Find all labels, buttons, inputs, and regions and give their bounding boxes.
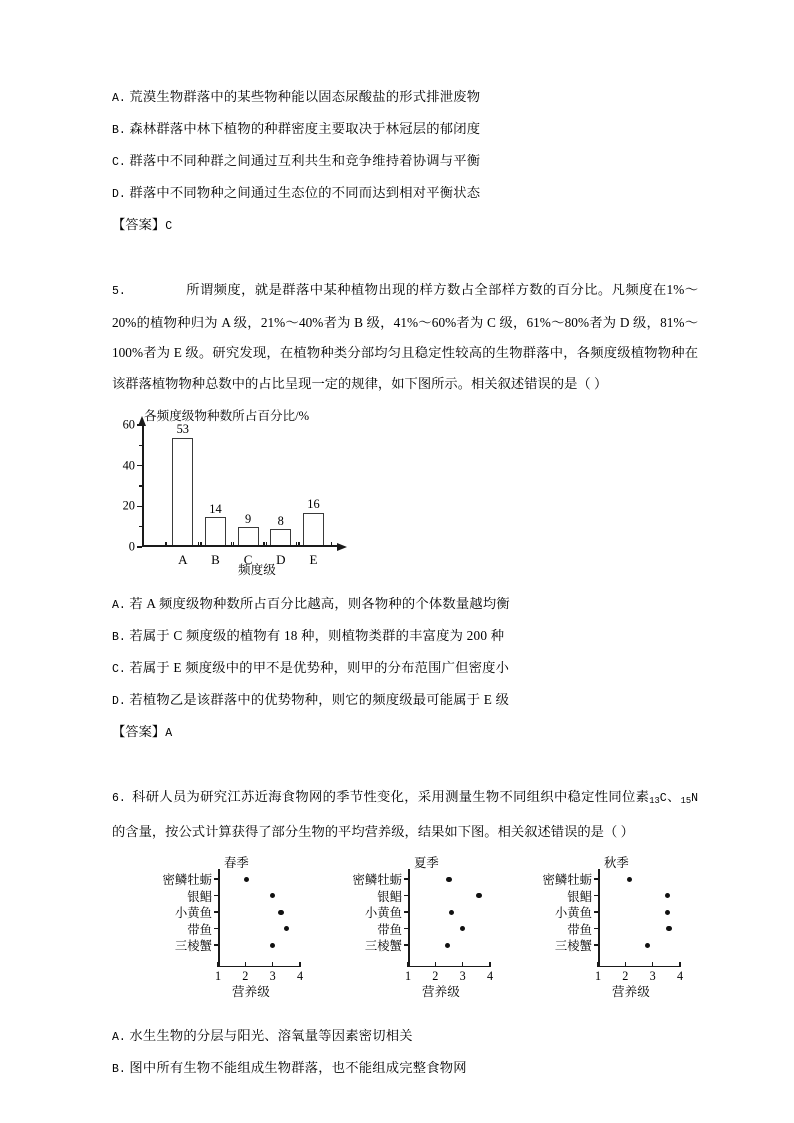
frequency-class-bar-chart: [116, 407, 376, 575]
y-axis-tick: [404, 944, 409, 945]
x-axis-tick: [679, 962, 680, 967]
x-axis-tick-label: 4: [676, 969, 684, 984]
y-axis-tick: [594, 895, 599, 896]
x-axis-tick-label: 1: [214, 969, 222, 984]
bar-value-label: 16: [307, 497, 320, 512]
x-axis-tick-label: 3: [269, 969, 276, 984]
species-label: 密鳞牡蛎: [542, 873, 592, 888]
answer-value: C: [165, 220, 173, 233]
bar-value-label: 8: [277, 513, 284, 528]
data-point: [270, 893, 275, 898]
option-text: 群落中不同种群之间通过互利共生和竞争维持着协调与平衡: [129, 153, 481, 168]
species-label: 三棱蟹: [364, 939, 402, 954]
season-title: 秋季: [604, 856, 629, 871]
section-spacer: [112, 242, 698, 275]
y-axis-tick: [404, 928, 409, 929]
data-point: [460, 926, 465, 931]
species-label: 密鳞牡蛎: [352, 873, 402, 888]
x-axis: [598, 966, 680, 968]
data-point: [449, 910, 454, 915]
y-axis-tick: [214, 944, 219, 945]
y-axis-tick: [594, 911, 599, 912]
question6-options: [112, 1021, 698, 1085]
data-point: [284, 926, 289, 931]
x-axis-category-label: A: [178, 552, 188, 567]
option-text: 若植物乙是该群落中的优势物种，则它的频度级最可能属于 E 级: [129, 692, 510, 707]
x-axis-tick: [272, 962, 273, 967]
data-point: [446, 877, 451, 882]
y-axis-tick-label: 40: [122, 458, 135, 473]
question5-number: 5.: [112, 285, 126, 298]
x-axis-tick: [489, 962, 490, 967]
question6-number: 6.: [112, 792, 126, 805]
data-point: [645, 943, 650, 948]
data-point: [627, 877, 632, 882]
isotope-2-mass: 15: [680, 796, 692, 807]
data-point: [665, 893, 670, 898]
x-axis-tick: [298, 542, 299, 547]
x-axis-tick: [462, 962, 463, 967]
bar-chart-title: 各频度级物种数所占百分比/%: [144, 409, 310, 423]
species-label: 带鱼: [567, 922, 592, 937]
x-axis-tick: [245, 962, 246, 967]
question4-option-a: [112, 82, 698, 114]
post-chart-spacer: [112, 575, 698, 589]
bar: [303, 513, 324, 546]
species-label: 银鲳: [187, 889, 212, 904]
x-axis-tick: [263, 542, 264, 547]
data-point: [270, 943, 275, 948]
species-label: 三棱蟹: [554, 939, 592, 954]
x-axis-tick: [231, 542, 232, 547]
x-axis-tick: [233, 542, 234, 547]
question6-stem-text-1: 科研人员为研究江苏近海食物网的季节性变化，采用测量生物不同组织中稳定性同位素: [131, 789, 650, 804]
y-axis-tick: [594, 944, 599, 945]
scatter-plot-area: [352, 856, 494, 984]
question6-stem: [112, 782, 698, 847]
x-axis-tick: [217, 962, 218, 967]
option-label: B.: [112, 1063, 126, 1077]
question5-option-d: [112, 685, 698, 717]
question5-answer: [112, 717, 698, 749]
spring-trophic-level-chart: [114, 855, 310, 1013]
data-point: [445, 943, 450, 948]
y-axis: [408, 869, 410, 967]
x-axis-tick-label: 4: [486, 969, 494, 984]
x-axis-tick-label: 3: [459, 969, 466, 984]
bar: [205, 517, 226, 545]
question5-stem-text: 所谓频度，就是群落中某种植物出现的样方数占全部样方数的百分比。凡频度在1%～20%的植物种归为 A 级，21%～40%者为 B 级，41%～60%者为 C 级，61%～80%者为 D 级，81%～100%者为 E 级。研究发现，在植物种类分部均匀且稳定性较高的生物群落中，各频度级植物物种在该群落植物物种总数中的占比呈现一定的规律，如下图所示。相关叙述错误的是（ ）: [112, 282, 698, 391]
autumn-trophic-level-chart: [494, 855, 690, 1013]
y-axis-tick: [404, 911, 409, 912]
y-axis-tick: [214, 895, 219, 896]
x-axis-tick: [597, 962, 598, 967]
question4-options: [112, 82, 698, 242]
question4-option-d: [112, 178, 698, 210]
x-axis-tick-label: 2: [622, 969, 629, 984]
bar-chart-plot-area: [122, 417, 354, 567]
species-label: 小黄鱼: [554, 906, 592, 921]
option-text: 荒漠生物群落中的某些物种能以固态尿酸盐的形式排泄废物: [129, 89, 481, 104]
trophic-level-chart-group: [114, 855, 714, 1013]
question5-stem: [112, 275, 698, 399]
y-axis-minor-tick: [139, 526, 143, 527]
option-text: 群落中不同物种之间通过生态位的不同而达到相对平衡状态: [129, 185, 481, 200]
x-axis-label: 营养级: [422, 985, 460, 1000]
scatter-plot-area: [542, 856, 684, 984]
y-axis-tick-label: 0: [128, 539, 135, 554]
question5-option-a: [112, 589, 698, 621]
question5-options: [112, 589, 698, 749]
x-axis-tick: [200, 542, 201, 547]
option-label: C.: [112, 156, 126, 169]
summer-trophic-level-chart: [304, 855, 500, 1013]
y-axis-tick-label: 20: [122, 498, 135, 513]
question6-stem-text-2: 的含量，按公式计算获得了部分生物的平均营养级，结果如下图。相关叙述错误的是（ ）: [112, 823, 634, 839]
option-label: A.: [112, 599, 126, 612]
x-axis-arrow-icon: [337, 543, 347, 551]
y-axis-tick: [137, 465, 142, 466]
species-label: 三棱蟹: [174, 939, 212, 954]
x-axis: [218, 966, 300, 968]
x-axis-tick: [165, 542, 166, 547]
species-label: 密鳞牡蛎: [162, 873, 212, 888]
x-axis-tick: [331, 542, 332, 547]
x-axis-tick-label: 2: [242, 969, 249, 984]
season-title: 春季: [224, 856, 249, 871]
isotope-1-symbol: C: [659, 792, 667, 805]
species-label: 带鱼: [377, 922, 402, 937]
x-axis-label: 营养级: [612, 985, 650, 1000]
isotope-1-mass: 13: [649, 796, 660, 807]
isotope-2-symbol: N: [691, 792, 699, 805]
x-axis-category-label: E: [309, 552, 318, 567]
option-text: 若属于 C 频度级的植物有 18 种，则植物类群的丰富度为 200 种: [129, 628, 505, 643]
x-axis-category-label: C: [243, 552, 253, 567]
data-point: [476, 893, 481, 898]
species-label: 带鱼: [187, 922, 212, 937]
x-axis-category-label: B: [211, 552, 220, 567]
y-axis: [598, 869, 600, 967]
bar: [270, 529, 291, 545]
y-axis-tick: [214, 911, 219, 912]
y-axis-minor-tick: [139, 485, 143, 486]
section-spacer: [112, 749, 698, 782]
y-axis-tick: [137, 546, 142, 547]
option-label: B.: [112, 631, 126, 644]
option-label: B.: [112, 124, 126, 137]
y-axis-tick-label: 60: [122, 417, 135, 432]
x-axis-tick: [625, 962, 626, 967]
option-label: C.: [112, 663, 126, 676]
bar: [238, 527, 259, 545]
x-axis-tick: [435, 962, 436, 967]
x-axis-tick: [198, 542, 199, 547]
data-point: [665, 910, 670, 915]
post-chart-spacer: [112, 1013, 698, 1021]
data-point: [278, 910, 283, 915]
question6-option-b: [112, 1053, 698, 1085]
answer-prefix: 【答案】: [112, 724, 166, 739]
question5-option-c: [112, 653, 698, 685]
question4-option-b: [112, 114, 698, 146]
species-label: 银鲳: [377, 889, 402, 904]
data-point: [244, 877, 249, 882]
y-axis-tick: [214, 878, 219, 879]
x-axis-tick-label: 1: [594, 969, 602, 984]
question5-option-b: [112, 621, 698, 653]
option-text: 森林群落中林下植物的种群密度主要取决于林冠层的郁闭度: [129, 121, 481, 136]
species-label: 银鲳: [567, 889, 592, 904]
bar-value-label: 9: [245, 511, 252, 526]
question4-option-c: [112, 146, 698, 178]
option-label: A.: [112, 1031, 126, 1045]
x-axis: [408, 966, 490, 968]
x-axis-tick-label: 2: [432, 969, 439, 984]
isotope-separator: 、: [666, 789, 681, 804]
x-axis-tick-label: 1: [404, 969, 412, 984]
bar-value-label: 14: [209, 501, 222, 516]
option-text: 若属于 E 频度级中的甲不是优势种，则甲的分布范围广但密度小: [129, 660, 510, 675]
y-axis-tick: [137, 506, 142, 507]
y-axis-tick: [214, 928, 219, 929]
bar-value-label: 53: [176, 422, 189, 437]
x-axis-tick: [266, 542, 267, 547]
scatter-plot-area: [162, 856, 304, 984]
y-axis-tick: [594, 878, 599, 879]
y-axis-tick: [594, 928, 599, 929]
option-text: 若 A 频度级物种数所占百分比越高，则各物种的个体数量越均衡: [129, 596, 510, 611]
x-axis-tick-label: 4: [296, 969, 304, 984]
x-axis-label: 营养级: [232, 985, 270, 1000]
x-axis-tick: [299, 962, 300, 967]
x-axis-tick-label: 3: [649, 969, 656, 984]
option-text: 水生生物的分层与阳光、溶氧量等因素密切相关: [129, 1028, 413, 1044]
x-axis-category-label: D: [276, 552, 286, 567]
x-axis-tick: [296, 542, 297, 547]
question6-option-a: [112, 1021, 698, 1053]
species-label: 小黄鱼: [174, 906, 212, 921]
option-label: D.: [112, 695, 126, 708]
season-title: 夏季: [414, 856, 439, 871]
y-axis: [218, 869, 220, 967]
x-axis-tick: [652, 962, 653, 967]
y-axis-tick: [137, 424, 142, 425]
data-point: [666, 926, 671, 931]
answer-value: A: [165, 727, 173, 740]
species-label: 小黄鱼: [364, 906, 402, 921]
answer-prefix: 【答案】: [112, 217, 166, 232]
y-axis-tick: [404, 895, 409, 896]
bar-chart-x-label: 频度级: [238, 563, 276, 577]
option-label: D.: [112, 188, 126, 201]
option-label: A.: [112, 92, 126, 105]
question4-answer: [112, 210, 698, 242]
bar-chart-x-axis: [142, 545, 338, 547]
y-axis-tick: [404, 878, 409, 879]
y-axis-minor-tick: [139, 445, 143, 446]
bar: [172, 438, 193, 546]
x-axis-tick: [407, 962, 408, 967]
option-text: 图中所有生物不能组成生物群落，也不能组成完整食物网: [129, 1060, 467, 1076]
